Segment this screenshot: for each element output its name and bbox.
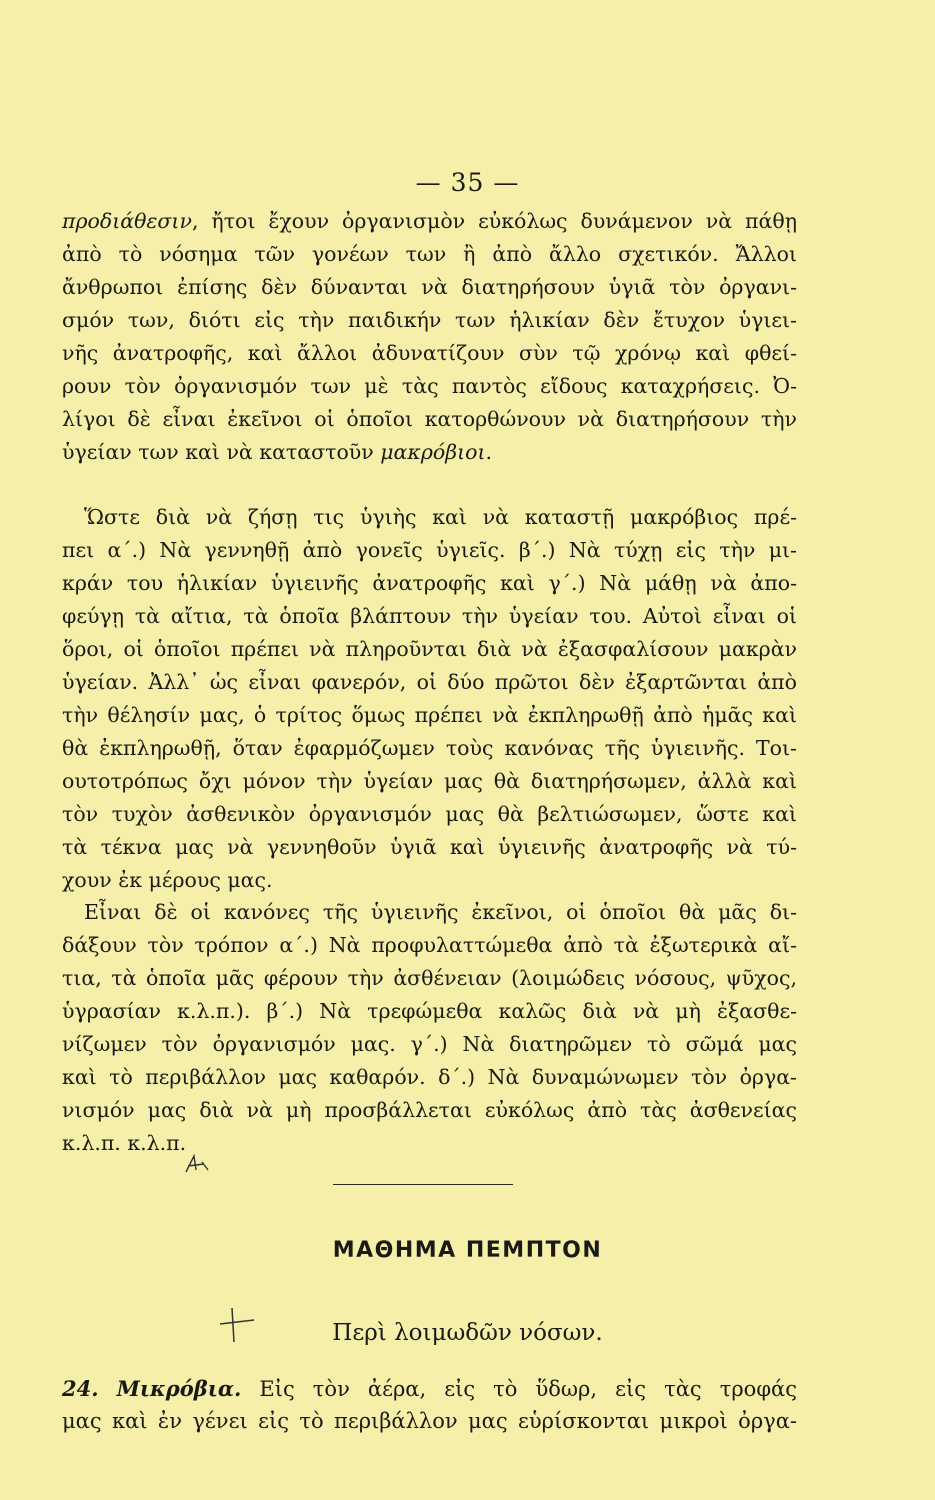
paragraph-line: ουτοτρόπως ὄχι μόνον τὴν ὑγείαν μας θὰ διατηρήσωμεν, ἀλλὰ καὶ (62, 769, 797, 793)
paragraph-line: ὑγείαν. Ἀλλ᾽ ὡς εἶναι φανερόν, οἱ δύο πρῶτοι δὲν ἐξαρτῶνται ἀπὸ (62, 670, 797, 694)
paragraph-line: νίζωμεν τὸν ὀργανισμόν μας. γ΄.) Νὰ διατηρῶμεν τὸ σῶμά μας (62, 1032, 797, 1056)
paragraph-microbes (62, 1372, 797, 1438)
paragraph-line: κ.λ.π. κ.λ.π. (62, 1131, 187, 1155)
paragraph-line: ἀπὸ τὸ νόσημα τῶν γονέων των ἢ ἀπὸ ἄλλο σχετικόν. Ἄλλοι (62, 242, 797, 266)
paragraph-line: δάξουν τὸν τρόπον α΄.) Νὰ προφυλαττώμεθα ἀπὸ τὰ ἐξωτερικὰ αἴ- (62, 933, 797, 957)
paragraph-text: Εἰς τὸν ἀέρα, εἰς τὸ ὕδωρ, εἰς τὰς τροφάς (259, 1377, 797, 1401)
paragraph-line: μας καὶ ἐν γένει εἰς τὸ περιβάλλον μας εὑρίσκονται μικροὶ ὀργα- (62, 1409, 797, 1433)
paragraph-line: λίγοι δὲ εἶναι ἐκεῖνοι οἱ ὁποῖοι κατορθώνουν νὰ διατηρήσουν τὴν (62, 407, 797, 431)
emphasized-word: προδιάθεσιν (62, 209, 192, 233)
paragraph-line: ὅροι, οἱ ὁποῖοι πρέπει νὰ πληροῦνται διὰ νὰ ἐξασφαλίσουν μακρὰν (62, 637, 797, 661)
paragraph-line: θὰ ἐκπληρωθῇ, ὅταν ἐφαρμόζωμεν τοὺς κανόνας τῆς ὑγιεινῆς. Τοι- (62, 736, 797, 760)
page-number: — 35 — (415, 168, 520, 197)
paragraph-line: πει α΄.) Νὰ γεννηθῇ ἀπὸ γονεῖς ὑγιεῖς. β΄.) Νὰ τύχῃ εἰς τὴν μι- (62, 538, 797, 562)
paragraph-line: Ὥστε διὰ νὰ ζήσῃ τις ὑγιὴς καὶ νὰ καταστῇ μακρόβιος πρέ- (84, 505, 797, 529)
emphasized-word: μακρόβιοι (380, 440, 486, 464)
paragraph-line: χουν ἐκ μέρους μας. (62, 868, 273, 892)
paragraph-line: προδιάθεσιν, ἤτοι ἔχουν ὀργανισμὸν εὐκόλως δυνάμενον νὰ πάθῃ (62, 209, 797, 233)
paragraph-heredity (62, 205, 797, 469)
paragraph-line: ὑγρασίαν κ.λ.π.). β΄.) Νὰ τρεφώμεθα καλῶς διὰ νὰ μὴ ἐξασθε- (62, 999, 797, 1023)
paragraph-line (62, 1372, 797, 1405)
paragraph-line: ἄνθρωποι ἐπίσης δὲν δύνανται νὰ διατηρήσουν ὑγιᾶ τὸν ὀργανι- (62, 275, 797, 299)
paragraph-line: κράν του ἡλικίαν ὑγιεινῆς ἀνατροφῆς καὶ γ΄.) Νὰ μάθῃ νὰ ἀπο- (62, 571, 797, 595)
paragraph-longevity-conditions (62, 501, 797, 897)
paragraph-hygiene-rules (62, 896, 797, 1160)
paragraph-line: τια, τὰ ὁποῖα μᾶς φέρουν τὴν ἀσθένειαν (λοιμώδεις νόσους, ψῦχος, (62, 966, 797, 990)
paragraph-line: ὑγείαν των καὶ νὰ καταστοῦν μακρόβιοι. (62, 440, 493, 464)
paragraph-line: φεύγῃ τὰ αἴτια, τὰ ὁποῖα βλάπτουν τὴν ὑγείαν του. Αὐτοὶ εἶναι οἱ (62, 604, 797, 628)
paragraph-heading: Μικρόβια. (116, 1376, 242, 1401)
pencil-mark (182, 1150, 212, 1176)
paragraph-line: νῆς ἀνατροφῆς, καὶ ἄλλοι ἀδυνατίζουν σὺν τῷ χρόνῳ καὶ φθεί- (62, 341, 797, 365)
paragraph-line: καὶ τὸ περιβάλλον μας καθαρόν. δ΄.) Νὰ δυναμώνωμεν τὸν ὀργα- (62, 1065, 797, 1089)
paragraph-line: τὸν τυχὸν ἀσθενικὸν ὀργανισμόν μας θὰ βελτιώσωμεν, ὥστε καὶ (62, 802, 797, 826)
paragraph-line: σμόν των, διότι εἰς τὴν παιδικήν των ἡλικίαν δὲν ἔτυχον ὑγιει- (62, 308, 797, 332)
paragraph-line: ρουν τὸν ὀργανισμόν των μὲ τὰς παντὸς εἴδους καταχρήσεις. Ὀ- (62, 374, 797, 398)
lesson-title: ΜΑΘΗΜΑ ΠΕΜΠΤΟΝ (332, 1238, 603, 1263)
section-divider (333, 1184, 513, 1185)
paragraph-line: Εἶναι δὲ οἱ κανόνες τῆς ὑγιεινῆς ἐκεῖνοι, οἱ ὁποῖοι θὰ μᾶς δι- (84, 900, 797, 924)
paragraph-number: 24. (62, 1376, 99, 1401)
paragraph-line: νισμόν μας διὰ νὰ μὴ προσβάλλεται εὐκόλως ἀπὸ τὰς ἀσθενείας (62, 1098, 797, 1122)
paragraph-line: τὴν θέλησίν μας, ὁ τρίτος ὅμως πρέπει νὰ ἐκπληρωθῇ ἀπὸ ἡμᾶς καὶ (62, 703, 797, 727)
paragraph-line: τὰ τέκνα μας νὰ γεννηθοῦν ὑγιᾶ καὶ ὑγιεινῆς ἀνατροφῆς νὰ τύ- (62, 835, 797, 859)
section-title: Περὶ λοιμωδῶν νόσων. (332, 1320, 603, 1346)
